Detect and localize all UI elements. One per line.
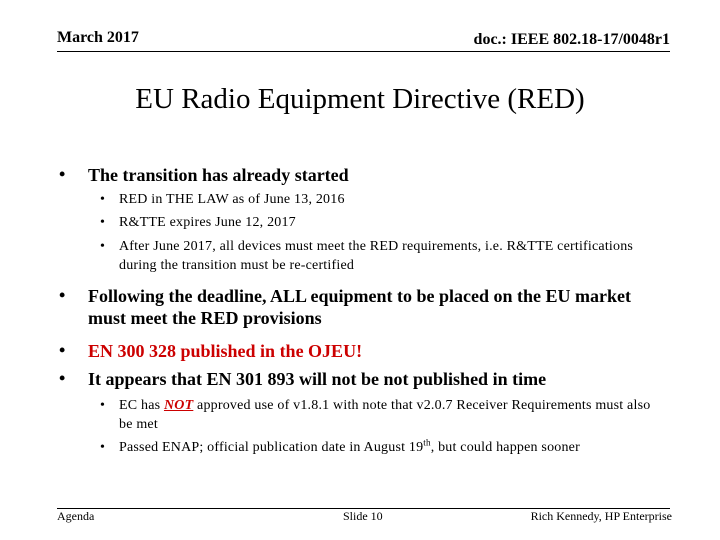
sub-bullet-rtte-expires [100,213,660,232]
sub-bullet-text: R&TTE expires June 12, 2017 [119,215,296,230]
bullet-icon: • [100,192,106,207]
text-prefix: EC has [119,398,164,413]
bullet-text: Following the deadline, ALL equipment to be placed on the EU market must meet the RED provisions [88,286,632,328]
footer-agenda: Agenda [57,509,95,523]
sub-bullet-enap [100,438,660,457]
bullet-text: It appears that EN 301 893 will not be not published in time [88,369,547,389]
text-prefix: Passed ENAP; official publication date in August 19 [119,440,424,455]
bullet-icon: • [100,440,106,455]
bullet-deadline [59,285,659,329]
sub-bullet-ec-not-approved [100,396,660,434]
header-doc-id: doc.: IEEE 802.18-17/0048r1 [473,31,670,48]
bullet-icon: • [59,285,66,305]
text-suffix: , but could happen sooner [430,440,580,455]
footer-author: Rich Kennedy, HP Enterprise [530,509,672,523]
bullet-text: EN 300 328 published in the OJEU! [88,341,363,361]
slide-title: EU Radio Equipment Directive (RED) [135,83,585,115]
bullet-en301893 [59,368,659,390]
bullet-icon: • [59,368,66,388]
bullet-icon: • [100,398,106,413]
sub-bullet-text [119,396,660,434]
bullet-transition [59,164,659,186]
sub-bullet-text: RED in THE LAW as of June 13, 2016 [119,192,345,207]
header-divider [57,51,670,52]
bullet-icon: • [59,340,66,360]
sub-bullet-recertify [100,237,660,275]
bullet-icon: • [59,164,66,184]
bullet-icon: • [100,239,106,254]
not-emphasis: NOT [163,398,194,413]
bullet-text: The transition has already started [88,165,349,185]
bullet-icon: • [100,215,106,230]
ordinal-suffix: th [423,437,431,448]
sub-bullet-red-law [100,190,660,209]
header-date: March 2017 [57,29,139,46]
sub-bullet-text: After June 2017, all devices must meet the RED requirements, i.e. R&TTE certifications during the transition must be re-certified [119,239,634,273]
bullet-en300328 [59,340,659,362]
text-suffix: approved use of v1.8.1 with note that v2.0.7 Receiver Requirements must also be met [119,398,651,432]
footer-slide-number: Slide 10 [343,509,383,523]
sub-bullet-text [119,438,660,457]
